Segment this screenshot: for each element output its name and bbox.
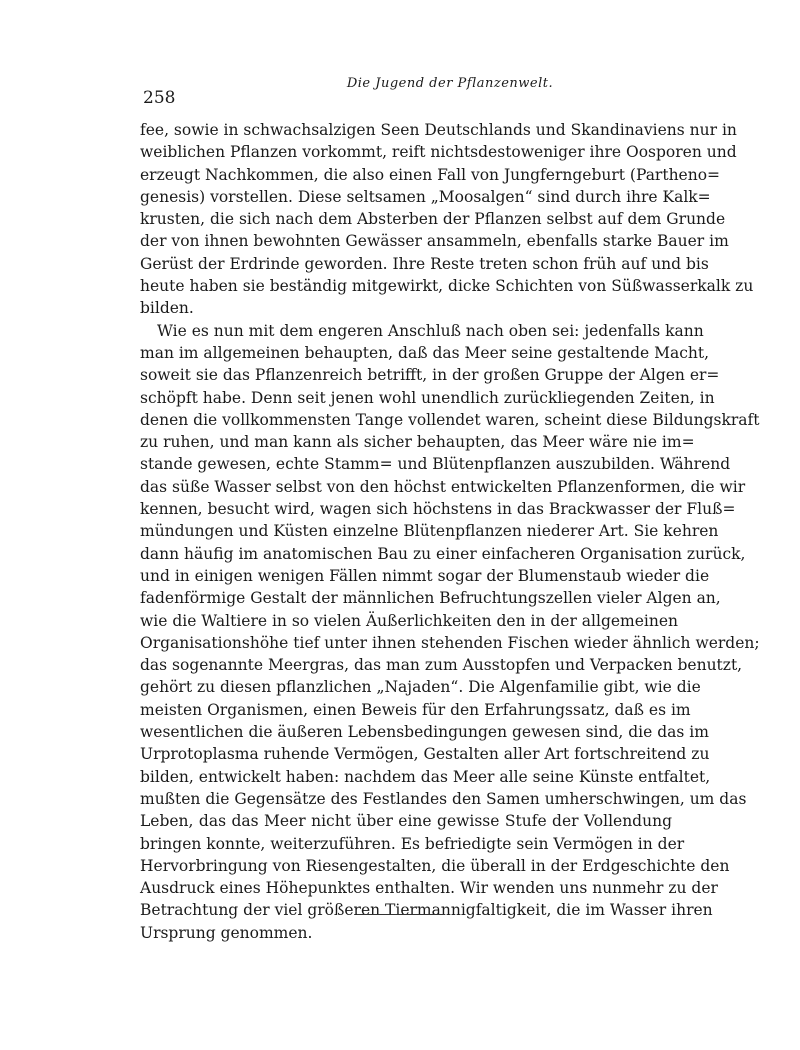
text-line: Hervorbringung von Riesengestalten, die überall in der Erdgeschichte den bbox=[140, 856, 730, 875]
text-line: meisten Organismen, einen Beweis für den Erfahrungssatz, daß es im bbox=[140, 700, 691, 719]
text-line: kennen, besucht wird, wagen sich höchstens in das Brackwasser der Fluß= bbox=[140, 500, 736, 519]
text-line: Leben, das das Meer nicht über eine gewisse Stufe der Vollendung bbox=[140, 812, 672, 831]
text-line: man im allgemeinen behaupten, daß das Meer seine gestaltende Macht, bbox=[140, 343, 710, 362]
page-number: 258 bbox=[143, 88, 176, 108]
text-line: erzeugt Nachkommen, die also einen Fall von Jungferngeburt (Partheno= bbox=[140, 165, 721, 184]
text-line: Ausdruck eines Höhepunktes enthalten. Wir wenden uns nunmehr zu der bbox=[140, 879, 718, 898]
text-line: heute haben sie beständig mitgewirkt, dicke Schichten von Süßwasserkalk zu bbox=[140, 277, 754, 296]
text-line: dann häufig im anatomischen Bau zu einer einfacheren Organisation zurück, bbox=[140, 544, 746, 563]
text-line: mußten die Gegensätze des Festlandes den Samen umherschwingen, um das bbox=[140, 789, 747, 808]
text-line: wesentlichen die äußeren Lebensbedingungen gewesen sind, die das im bbox=[140, 723, 709, 742]
text-line: bilden, entwickelt haben: nachdem das Meer alle seine Künste entfaltet, bbox=[140, 767, 711, 786]
text-line: soweit sie das Pflanzenreich betrifft, in der großen Gruppe der Algen er= bbox=[140, 366, 720, 385]
text-line: schöpft habe. Denn seit jenen wohl unendlich zurückliegenden Zeiten, in bbox=[140, 388, 715, 407]
text-line: fadenförmige Gestalt der männlichen Befruchtungszellen vieler Algen an, bbox=[140, 589, 721, 608]
running-title: Die Jugend der Pflanzenwelt. bbox=[346, 76, 554, 91]
text-line: das süße Wasser selbst von den höchst entwickelten Pflanzenformen, die wir bbox=[140, 477, 746, 496]
text-line: der von ihnen bewohnten Gewässer ansammeln, ebenfalls starke Bauer im bbox=[140, 232, 729, 251]
text-line: weiblichen Pflanzen vorkommt, reift nichtsdestoweniger ihre Oosporen und bbox=[140, 143, 737, 162]
text-line: krusten, die sich nach dem Absterben der Pflanzen selbst auf dem Grunde bbox=[140, 210, 726, 229]
text-line: Urprotoplasma ruhende Vermögen, Gestalten aller Art fortschreitend zu bbox=[140, 745, 710, 764]
text-line: mündungen und Küsten einzelne Blütenpflanzen niederer Art. Sie kehren bbox=[140, 522, 719, 541]
section-divider bbox=[357, 914, 444, 915]
paragraph-last-line: Ursprung genommen. bbox=[140, 923, 313, 942]
text-line: das sogenannte Meergras, das man zum Ausstopfen und Verpacken benutzt, bbox=[140, 656, 743, 675]
text-line: stande gewesen, echte Stamm= und Blütenpflanzen auszubilden. Während bbox=[140, 455, 731, 474]
body-text bbox=[140, 119, 760, 944]
text-line: Organisationshöhe tief unter ihnen stehenden Fischen wieder ähnlich werden; bbox=[140, 633, 760, 652]
text-line: zu ruhen, und man kann als sicher behaupten, das Meer wäre nie im= bbox=[140, 433, 695, 452]
text-line: gehört zu diesen pflanzlichen „Najaden“. Die Algenfamilie gibt, wie die bbox=[140, 678, 701, 697]
text-line: Betrachtung der viel größeren Tiermannigfaltigkeit, die im Wasser ihren bbox=[140, 901, 713, 920]
text-line: wie die Waltiere in so vielen Äußerlichkeiten den in der allgemeinen bbox=[140, 611, 679, 630]
paragraph-last-line: bilden. bbox=[140, 299, 194, 318]
text-line: genesis) vorstellen. Diese seltsamen „Moosalgen“ sind durch ihre Kalk= bbox=[140, 187, 711, 206]
text-line: denen die vollkommensten Tange vollendet waren, scheint diese Bildungskraft bbox=[140, 410, 760, 429]
text-line: und in einigen wenigen Fällen nimmt sogar der Blumenstaub wieder die bbox=[140, 566, 710, 585]
text-line: bringen konnte, weiterzuführen. Es befriedigte sein Vermögen in der bbox=[140, 834, 685, 853]
text-line: fee, sowie in schwachsalzigen Seen Deutschlands und Skandinaviens nur in bbox=[140, 121, 737, 139]
paragraph-first-line: Wie es nun mit dem engeren Anschluß nach oben sei: jedenfalls kann bbox=[157, 321, 704, 340]
text-line: Gerüst der Erdrinde geworden. Ihre Reste treten schon früh auf und bis bbox=[140, 254, 709, 273]
